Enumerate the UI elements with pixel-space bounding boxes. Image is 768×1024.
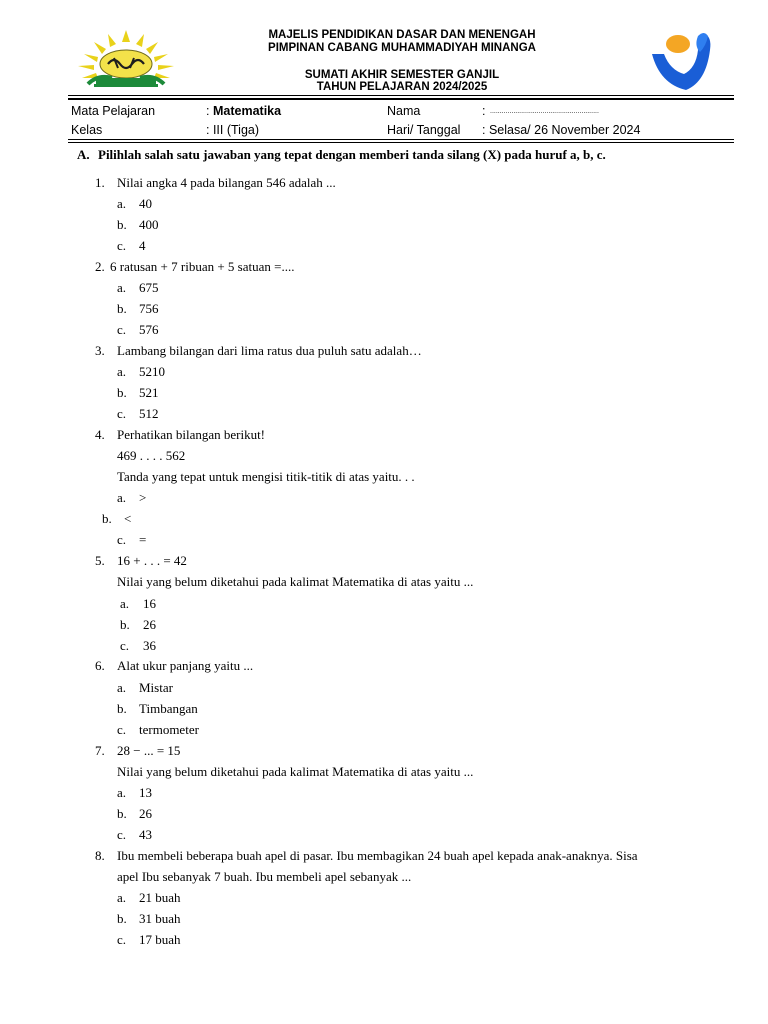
date-label: Hari/ Tanggal [387,123,461,137]
question-text: Alat ukur panjang yaitu ... [117,658,254,673]
info-divider-second [68,142,734,143]
question-number: 8. [95,848,105,863]
subject-value: Matematika [213,104,282,118]
option-text: 36 [143,638,156,653]
name-label: Nama [387,104,421,118]
class-label: Kelas [71,123,103,137]
option-text: 43 [139,827,152,842]
option-letter: a. [120,596,130,611]
question-prompt: Nilai yang belum diketahui pada kalimat Matematika di atas yaitu ... [117,574,474,589]
subject-label: Mata Pelajaran [71,104,156,118]
option-text: 5210 [139,364,165,379]
option-letter: b. [102,511,112,526]
option-text: 521 [139,385,159,400]
header-line-4: TAHUN PELAJARAN 2024/2025 [316,81,488,93]
question-text: Perhatikan bilangan berikut! [117,427,266,442]
option-letter: c. [117,406,127,421]
option-letter: a. [117,890,127,905]
option-text: 40 [139,196,152,211]
question-text: Ibu membeli beberapa buah apel di pasar. Ibu membagikan 24 buah apel kepada anak-anaknya. Sisa [117,848,638,863]
header-line-2: PIMPINAN CABANG MUHAMMADIYAH MINANGA [268,42,536,54]
info-divider [68,139,734,140]
option-letter: c. [117,322,127,337]
option-text: 576 [139,322,159,337]
question-prompt: Nilai yang belum diketahui pada kalimat Matematika di atas yaitu ... [117,764,474,779]
subject-separator: : [206,104,210,118]
option-letter: a. [117,785,127,800]
option-text: 21 buah [139,890,181,905]
question-text-continued: apel Ibu sebanyak 7 buah. Ibu membeli apel sebanyak ... [117,869,412,884]
question-number: 3. [95,343,105,358]
option-letter: c. [117,827,127,842]
option-letter: c. [117,932,127,947]
question-number: 2. [95,259,105,274]
option-text: 675 [139,280,159,295]
option-letter: b. [117,217,127,232]
header-line-3: SUMATI AKHIR SEMESTER GANJIL [304,69,500,81]
option-text: 31 buah [139,911,181,926]
date-value: : Selasa/ 26 November 2024 [482,123,641,137]
option-letter: c. [120,638,130,653]
option-text: 17 buah [139,932,181,947]
question-number: 5. [95,553,105,568]
option-letter: a. [117,680,127,695]
question-text: 28 − ... = 15 [117,743,181,758]
option-text: 4 [139,238,146,253]
option-letter: c. [117,532,127,547]
option-letter: b. [120,617,130,632]
question-prompt: Tanda yang tepat untuk mengisi titik-titik di atas yaitu. . . [117,469,415,484]
header-divider-top [68,95,734,96]
question-expression: 469 . . . . 562 [117,448,186,463]
option-text: 13 [139,785,152,800]
option-letter: b. [117,806,127,821]
option-letter: b. [117,385,127,400]
question-number: 7. [95,743,105,758]
option-text: 26 [143,617,156,632]
option-text: 26 [139,806,152,821]
option-text: 512 [139,406,159,421]
section-instruction: Pilihlah salah satu jawaban yang tepat dengan memberi tanda silang (X) pada huruf a, b, c. [98,147,606,162]
option-text: < [124,511,132,526]
option-text: = [139,532,147,547]
option-text: > [139,490,147,505]
header-line-1: MAJELIS PENDIDIKAN DASAR DAN MENENGAH [268,29,536,41]
option-text: termometer [139,722,199,737]
question-number: 1. [95,175,105,190]
option-letter: b. [117,701,127,716]
section-letter: A. [77,147,90,162]
name-separator: : [482,104,486,118]
option-letter: b. [117,911,127,926]
question-text: Lambang bilangan dari lima ratus dua puluh satu adalah… [117,343,422,358]
option-text: 756 [139,301,159,316]
question-text: 6 ratusan + 7 ribuan + 5 satuan =.... [110,259,295,274]
question-number: 6. [95,658,105,673]
option-letter: a. [117,490,127,505]
question-text: Nilai angka 4 pada bilangan 546 adalah ... [117,175,336,190]
option-text: Timbangan [139,701,198,716]
option-letter: a. [117,196,127,211]
question-text: 16 + . . . = 42 [117,553,187,568]
name-blank-field: ........................................................ [490,108,599,115]
option-letter: a. [117,280,127,295]
option-letter: c. [117,238,127,253]
option-letter: a. [117,364,127,379]
header-divider-top-thick [68,98,734,100]
option-text: 400 [139,217,159,232]
option-text: Mistar [139,680,173,695]
class-value: : III (Tiga) [206,123,260,137]
option-letter: b. [117,301,127,316]
option-text: 16 [143,596,156,611]
option-letter: c. [117,722,127,737]
question-number: 4. [95,427,105,442]
